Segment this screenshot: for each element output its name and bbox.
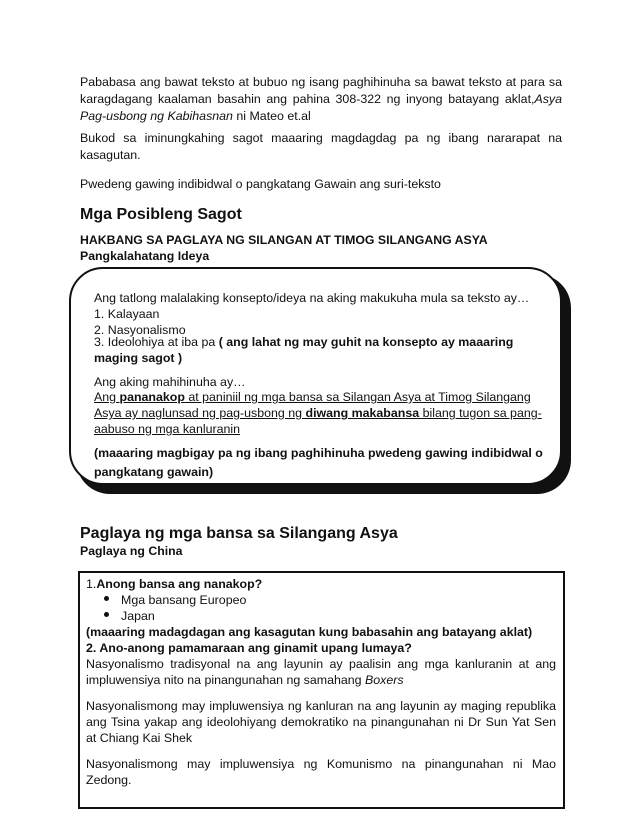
answer-bullet-2-text: Japan — [121, 609, 155, 623]
concept-item-2: 2. Nasyonalismo — [94, 323, 186, 337]
question-1 — [86, 576, 556, 592]
answer-1-boxers: Boxers — [365, 673, 404, 687]
concept-item-1: 1. Kalayaan — [94, 307, 160, 321]
bullet-icon — [104, 596, 109, 601]
inference-keyword-diwang-makabansa: diwang makabansa — [305, 406, 420, 420]
section-title-paglaya-silangang-asya: Paglaya ng mga bansa sa Silangang Asya — [80, 525, 398, 542]
answer-nasyonalismo-komunismo: Nasyonalismong may impluwensiya ng Komunismo na pinangunahan ni Mao Zedong. — [86, 757, 556, 787]
intro-paragraph-3: Pwedeng gawing indibidwal o pangkatang Gawain ang suri-teksto — [80, 177, 441, 191]
answer-nasyonalismo-kanluran: Nasyonalismong may impluwensiya ng kanluran na ang layunin ay maging republika ang Tsina yakap ang ideolohiyang demokratiko na pinangunahan ni Dr Sun Yat Sen at Chiang Kai Shek — [86, 699, 556, 745]
book-title: Asya Pag-usbong ng Kabihasnan — [80, 92, 562, 123]
section-title-posibleng-sagot: Mga Posibleng Sagot — [80, 206, 242, 223]
answer-bullet-1-text: Mga bansang Europeo — [121, 593, 247, 607]
inference-label: Ang aking mahihinuha ay… — [94, 375, 246, 389]
intro-paragraph-2: Bukod sa iminungkahing sagot maaaring magdagdag pa ng ibang nararapat na kasagutan. — [80, 131, 562, 162]
inference-part-5: bilang tugon sa pang-aabuso ng mga kanluranin — [94, 406, 542, 436]
bullet-icon — [104, 612, 109, 617]
answer-bullet-1 — [104, 592, 246, 608]
inference-note: (maaaring magbigay pa ng ibang paghihinuha pwedeng gawing indibidwal o pangkatang gawain) — [94, 446, 543, 479]
inference-keyword-pananakop: pananakop — [119, 390, 185, 404]
question-1-note: (maaaring madagdagan ang kasagutan kung babasahin ang batayang aklat) — [86, 625, 533, 639]
question-1-text: Anong bansa ang nanakop? — [96, 577, 263, 591]
intro-paragraph-1 — [80, 74, 562, 125]
answer-nasyonalismo-tradisyonal — [86, 656, 556, 688]
section-subheading-pangkalahatang-ideya: Pangkalahatang Ideya — [80, 249, 210, 263]
intro-text: Pababasa ang bawat teksto at bubuo ng isang paghihinuha sa bawat teksto at para sa karagdagang kaalaman basahin ang pahina 308-322 ng inyong batayang aklat, — [80, 75, 562, 106]
answer-bullet-2 — [104, 608, 155, 624]
inference-part-3: at paniniil ng mga bansa sa Silangan Asya at Timog Silangang Asya ay naglunsad ng pag-usbong ng — [94, 390, 531, 420]
concept-item-3-note: ( ang lahat ng may guhit na konsepto ay maaaring maging sagot ) — [94, 335, 514, 365]
question-1-number: 1. — [86, 577, 97, 591]
section-subtitle-hakbang: HAKBANG SA PAGLAYA NG SILANGAN AT TIMOG SILANGANG ASYA — [80, 233, 488, 247]
section-subheading-paglaya-china: Paglaya ng China — [80, 544, 183, 558]
question-2: 2. Ano-anong pamamaraan ang ginamit upang lumaya? — [86, 641, 412, 655]
inference-part-1: Ang — [94, 390, 120, 404]
concept-intro: Ang tatlong malalaking konsepto/ideya na aking makukuha mula sa teksto ay… — [94, 291, 530, 305]
inference-text — [94, 389, 544, 437]
concept-item-3-text: 3. Ideolohiya at iba pa — [94, 335, 216, 349]
concept-item-3 — [94, 334, 554, 366]
answer-1-text: Nasyonalismo tradisyonal na ang layunin ay paalisin ang mga kanluranin at ang impluwensiya nito na pinangunahan ng samahang — [86, 657, 556, 687]
book-author: ni Mateo et.al — [232, 109, 311, 123]
